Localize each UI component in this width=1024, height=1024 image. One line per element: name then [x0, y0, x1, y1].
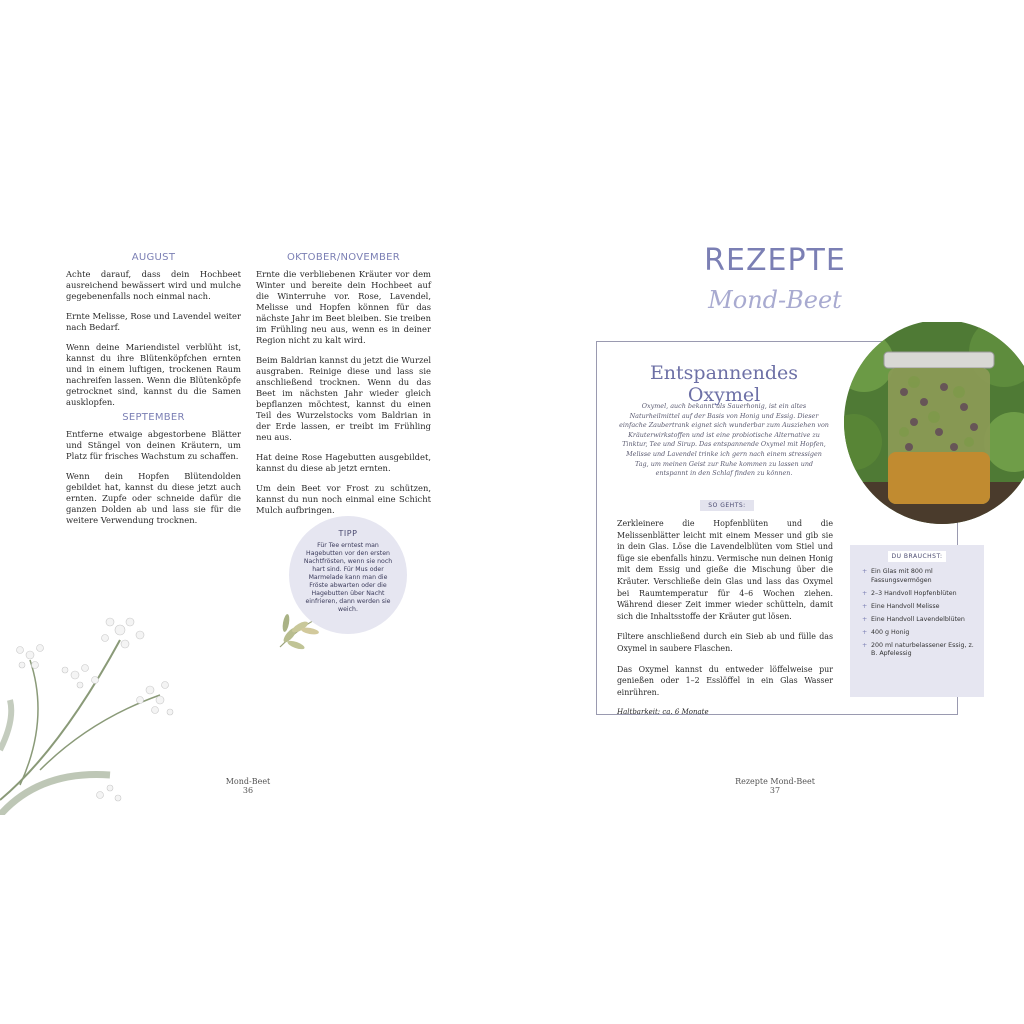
column-left	[66, 252, 241, 535]
tip-body: Für Tee erntest man Hagebutten vor den ersten Nachtfrösten, wenn sie noch hart sind. Für Mus oder Marmelade kann man die Fröste abwarten oder die Hagebutten über Nacht einfrieren, dann werden sie weich.	[303, 542, 393, 613]
steps-label: SO GEHTS:	[700, 500, 754, 511]
ingredient-item: + Eine Handvoll Lavendelblüten	[862, 616, 978, 625]
shelf-life: Haltbarkeit: ca. 6 Monate	[617, 708, 709, 717]
jar-photo	[844, 322, 1024, 528]
recipe-title: Entspannendes Oxymel	[649, 362, 799, 406]
paragraph: Wenn deine Mariendistel verblüht ist, kannst du ihre Blütenköpfchen ernten und in einem luftigen, trockenen Raum nachreifen lassen. Wenn die Blütenköpfe getrocknet sind, kannst du die Samen ausklopfen.	[66, 342, 241, 407]
recipe-steps	[617, 518, 833, 728]
column-right	[256, 252, 431, 525]
page-number: 36	[242, 786, 254, 795]
heading-september: SEPTEMBER	[122, 412, 185, 423]
ingredient-item: + 200 ml naturbelassener Essig, z. B. Apfelessig	[862, 642, 978, 659]
footer-title: Rezepte Mond-Beet	[735, 777, 815, 786]
ingredients-list	[850, 568, 984, 659]
ingredient-item: + Eine Handvoll Melisse	[862, 603, 978, 612]
tip-heading: TIPP	[338, 529, 358, 538]
paragraph: Hat deine Rose Hagebutten ausgebildet, kannst du diese ab jetzt ernten.	[256, 452, 431, 473]
step-paragraph: Das Oxymel kannst du entweder löffelweise pur genießen oder 1–2 Esslöffel in ein Glas Wasser einrühren.	[617, 664, 833, 697]
step-paragraph: Filtere anschließend durch ein Sieb ab und fülle das Oxymel in saubere Flaschen.	[617, 632, 833, 653]
paragraph: Wenn dein Hopfen Blütendolden gebildet hat, kannst du diese jetzt auch ernten. Zupfe oder schneide dafür die ganzen Dolden ab und lass sie für die weitere Verwendung trocknen.	[66, 471, 241, 525]
tip-bubble	[289, 516, 407, 634]
ingredient-item: + 2–3 Handvoll Hopfenblüten	[862, 590, 978, 599]
page-number: 37	[769, 786, 781, 795]
paragraph: Ernte Melisse, Rose und Lavendel weiter nach Bedarf.	[66, 311, 241, 332]
paragraph: Ernte die verbliebenen Kräuter vor dem Winter und bereite dein Hochbeet auf die Winterruhe vor. Rose, Lavendel, Melisse und Hopfen können für das nächste Jahr im Beet bleiben. Sie treiben im Frühling neu aus, wenn es in deiner Region nicht zu kalt wird.	[256, 269, 431, 345]
page-subtitle: Mond-Beet	[708, 286, 842, 314]
recipe-intro: Oxymel, auch bekannt als Sauerhonig, ist ein altes Naturheilmittel auf der Basis von Honig und Essig. Dieser einfache Zaubertrank eignet sich wunderbar zum Ausziehen von Kräuterwirkstoffen und ist eine probiotische Alternative zu Tinktur, Tee und Sirup. Das entspannende Oxymel mit Hopfen, Melisse und Lavendel trinke ich gern nach einem stressigen Tag, um meinen Geist zur Ruhe kommen zu lassen und entspannt in den Schlaf finden zu können.	[619, 402, 829, 478]
paragraph: Beim Baldrian kannst du jetzt die Wurzel ausgraben. Reinige diese und lass sie anschließend trocknen. Wenn du das Beet im nächsten Jahr wieder gleich bepflanzen möchtest, kannst du einen Teil des Wurzelstocks vom Baldrian in der Erde lassen, er treibt im Frühling neu aus.	[256, 355, 431, 442]
step-paragraph: Zerkleinere die Hopfenblüten und die Melissenblätter leicht mit einem Messer und gib sie in dein Glas. Löse die Lavendelblüten vom Stiel und füge sie ebenfalls hinzu. Vermische nun deinen Honig mit dem Essig und gieße die Mischung über die Kräuter. Verschließe dein Glas und lass das Oxymel bei Raumtemperatur für 4–6 Wochen ziehen. Während dieser Zeit immer wieder schütteln, damit sich die Inhaltsstoffe der Kräuter gut lösen.	[617, 519, 833, 621]
page-title: REZEPTE	[704, 243, 846, 278]
ingredient-item: + Ein Glas mit 800 ml Fassungsvermögen	[862, 568, 978, 585]
heading-august: AUGUST	[131, 252, 176, 263]
paragraph: Um dein Beet vor Frost zu schützen, kannst du nun noch einmal eine Schicht Mulch aufbringen.	[256, 483, 431, 515]
footer-left	[200, 777, 296, 795]
paragraph: Achte darauf, dass dein Hochbeet ausreichend bewässert wird und mulche gegebenenfalls noch einmal nach.	[66, 269, 241, 301]
ingredient-item: + 400 g Honig	[862, 629, 978, 638]
ingredients-box	[850, 545, 984, 697]
heading-oktober-november: OKTOBER/NOVEMBER	[286, 252, 401, 263]
flower-illustration	[0, 600, 185, 815]
footer-title: Mond-Beet	[225, 777, 271, 786]
ingredients-label: DU BRAUCHST:	[888, 551, 946, 562]
paragraph: Entferne etwaige abgestorbene Blätter und Stängel von deinen Kräutern, um Platz für frisches Wachstum zu schaffen.	[66, 429, 241, 461]
footer-right	[720, 777, 830, 795]
